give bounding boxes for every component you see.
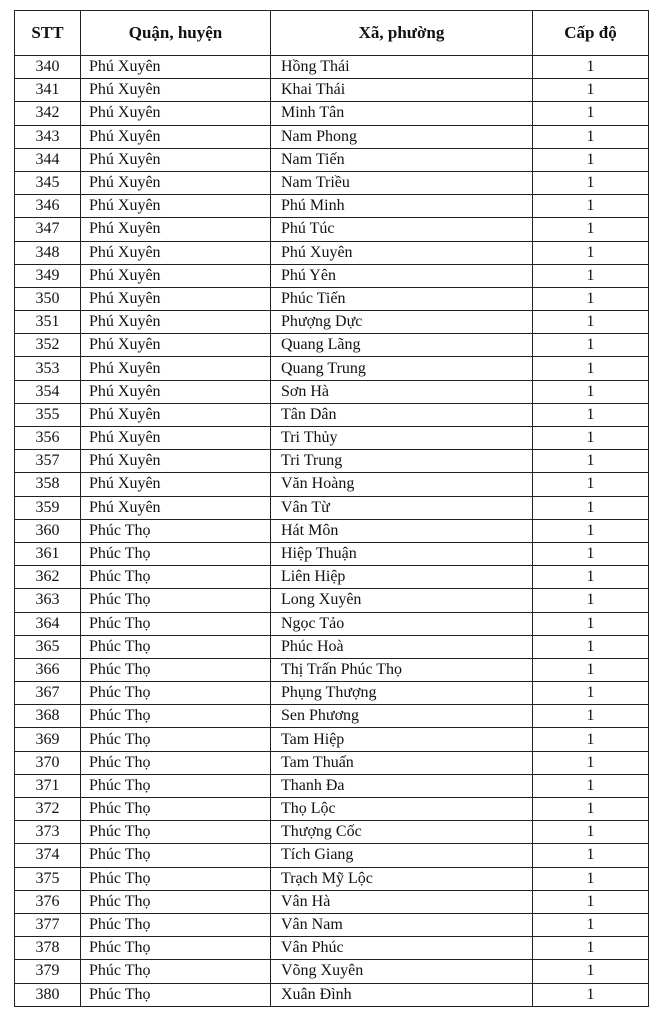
table-row <box>15 983 649 1006</box>
level-cell: 1 <box>533 311 649 334</box>
ward-cell: Vân Phúc <box>271 937 533 960</box>
ward-cell: Thượng Cốc <box>271 821 533 844</box>
district-cell: Phúc Thọ <box>81 658 271 681</box>
level-cell: 1 <box>533 403 649 426</box>
ward-cell: Khai Thái <box>271 79 533 102</box>
table-header-row <box>15 11 649 56</box>
level-cell: 1 <box>533 774 649 797</box>
stt-cell: 349 <box>15 264 81 287</box>
district-cell: Phú Xuyên <box>81 473 271 496</box>
stt-cell: 365 <box>15 635 81 658</box>
ward-cell: Phú Xuyên <box>271 241 533 264</box>
level-cell: 1 <box>533 334 649 357</box>
district-cell: Phúc Thọ <box>81 774 271 797</box>
stt-cell: 359 <box>15 496 81 519</box>
stt-cell: 344 <box>15 148 81 171</box>
table-row <box>15 102 649 125</box>
stt-cell: 340 <box>15 56 81 79</box>
district-cell: Phúc Thọ <box>81 867 271 890</box>
table-row <box>15 913 649 936</box>
stt-cell: 348 <box>15 241 81 264</box>
level-cell: 1 <box>533 125 649 148</box>
table-row <box>15 890 649 913</box>
table-row <box>15 195 649 218</box>
table-row <box>15 867 649 890</box>
ward-cell: Thị Trấn Phúc Thọ <box>271 658 533 681</box>
level-cell: 1 <box>533 218 649 241</box>
stt-cell: 375 <box>15 867 81 890</box>
table-row <box>15 56 649 79</box>
level-cell: 1 <box>533 728 649 751</box>
table-row <box>15 589 649 612</box>
stt-cell: 350 <box>15 287 81 310</box>
ward-cell: Phúc Tiến <box>271 287 533 310</box>
table-row <box>15 473 649 496</box>
stt-cell: 341 <box>15 79 81 102</box>
stt-cell: 367 <box>15 682 81 705</box>
table-row <box>15 612 649 635</box>
district-cell: Phú Xuyên <box>81 125 271 148</box>
district-cell: Phú Xuyên <box>81 357 271 380</box>
level-cell: 1 <box>533 635 649 658</box>
district-cell: Phúc Thọ <box>81 542 271 565</box>
header-stt: STT <box>15 11 81 56</box>
level-cell: 1 <box>533 427 649 450</box>
stt-cell: 355 <box>15 403 81 426</box>
table-row <box>15 403 649 426</box>
ward-cell: Tích Giang <box>271 844 533 867</box>
district-cell: Phú Xuyên <box>81 334 271 357</box>
level-cell: 1 <box>533 148 649 171</box>
stt-cell: 371 <box>15 774 81 797</box>
ward-cell: Thanh Đa <box>271 774 533 797</box>
stt-cell: 360 <box>15 519 81 542</box>
ward-cell: Vân Hà <box>271 890 533 913</box>
stt-cell: 373 <box>15 821 81 844</box>
table-row <box>15 427 649 450</box>
level-cell: 1 <box>533 79 649 102</box>
level-cell: 1 <box>533 357 649 380</box>
level-cell: 1 <box>533 102 649 125</box>
ward-cell: Quang Lãng <box>271 334 533 357</box>
table-row <box>15 658 649 681</box>
level-cell: 1 <box>533 496 649 519</box>
level-cell: 1 <box>533 913 649 936</box>
ward-cell: Sen Phương <box>271 705 533 728</box>
table-row <box>15 450 649 473</box>
table-row <box>15 960 649 983</box>
ward-cell: Thọ Lộc <box>271 798 533 821</box>
level-cell: 1 <box>533 658 649 681</box>
ward-cell: Trạch Mỹ Lộc <box>271 867 533 890</box>
stt-cell: 368 <box>15 705 81 728</box>
table-row <box>15 334 649 357</box>
level-cell: 1 <box>533 960 649 983</box>
district-cell: Phú Xuyên <box>81 496 271 519</box>
stt-cell: 351 <box>15 311 81 334</box>
stt-cell: 366 <box>15 658 81 681</box>
level-cell: 1 <box>533 867 649 890</box>
stt-cell: 354 <box>15 380 81 403</box>
stt-cell: 380 <box>15 983 81 1006</box>
ward-cell: Tam Hiệp <box>271 728 533 751</box>
table-row <box>15 635 649 658</box>
district-cell: Phú Xuyên <box>81 241 271 264</box>
ward-cell: Hiệp Thuận <box>271 542 533 565</box>
level-cell: 1 <box>533 682 649 705</box>
table-row <box>15 287 649 310</box>
header-district: Quận, huyện <box>81 11 271 56</box>
level-cell: 1 <box>533 566 649 589</box>
table-row <box>15 218 649 241</box>
level-cell: 1 <box>533 450 649 473</box>
table-row <box>15 311 649 334</box>
ward-cell: Tri Thủy <box>271 427 533 450</box>
district-cell: Phú Xuyên <box>81 450 271 473</box>
header-ward: Xã, phường <box>271 11 533 56</box>
ward-cell: Sơn Hà <box>271 380 533 403</box>
table-row <box>15 566 649 589</box>
stt-cell: 369 <box>15 728 81 751</box>
district-cell: Phú Xuyên <box>81 380 271 403</box>
district-cell: Phúc Thọ <box>81 844 271 867</box>
ward-cell: Ngọc Tảo <box>271 612 533 635</box>
level-cell: 1 <box>533 821 649 844</box>
stt-cell: 376 <box>15 890 81 913</box>
ward-cell: Hồng Thái <box>271 56 533 79</box>
ward-cell: Nam Phong <box>271 125 533 148</box>
district-cell: Phú Xuyên <box>81 148 271 171</box>
level-cell: 1 <box>533 519 649 542</box>
level-cell: 1 <box>533 56 649 79</box>
stt-cell: 370 <box>15 751 81 774</box>
district-cell: Phúc Thọ <box>81 751 271 774</box>
ward-cell: Nam Tiến <box>271 148 533 171</box>
stt-cell: 377 <box>15 913 81 936</box>
ward-cell: Phú Túc <box>271 218 533 241</box>
table-row <box>15 682 649 705</box>
ward-cell: Tân Dân <box>271 403 533 426</box>
table-row <box>15 751 649 774</box>
level-cell: 1 <box>533 751 649 774</box>
table-row <box>15 821 649 844</box>
stt-cell: 356 <box>15 427 81 450</box>
stt-cell: 378 <box>15 937 81 960</box>
district-cell: Phúc Thọ <box>81 798 271 821</box>
table-row <box>15 774 649 797</box>
table-row <box>15 357 649 380</box>
district-cell: Phú Xuyên <box>81 195 271 218</box>
level-cell: 1 <box>533 241 649 264</box>
district-cell: Phúc Thọ <box>81 519 271 542</box>
ward-cell: Phúc Hoà <box>271 635 533 658</box>
stt-cell: 343 <box>15 125 81 148</box>
stt-cell: 362 <box>15 566 81 589</box>
level-cell: 1 <box>533 937 649 960</box>
district-cell: Phú Xuyên <box>81 218 271 241</box>
table-row <box>15 380 649 403</box>
header-level: Cấp độ <box>533 11 649 56</box>
district-cell: Phúc Thọ <box>81 635 271 658</box>
stt-cell: 361 <box>15 542 81 565</box>
stt-cell: 372 <box>15 798 81 821</box>
level-cell: 1 <box>533 380 649 403</box>
ward-cell: Vân Nam <box>271 913 533 936</box>
ward-cell: Phú Minh <box>271 195 533 218</box>
ward-cell: Long Xuyên <box>271 589 533 612</box>
table-row <box>15 264 649 287</box>
table-row <box>15 705 649 728</box>
stt-cell: 379 <box>15 960 81 983</box>
level-cell: 1 <box>533 844 649 867</box>
ward-cell: Hát Môn <box>271 519 533 542</box>
table-row <box>15 728 649 751</box>
table-row <box>15 937 649 960</box>
table-row <box>15 798 649 821</box>
district-cell: Phúc Thọ <box>81 983 271 1006</box>
ward-cell: Tri Trung <box>271 450 533 473</box>
district-cell: Phúc Thọ <box>81 937 271 960</box>
district-cell: Phúc Thọ <box>81 682 271 705</box>
district-cell: Phúc Thọ <box>81 960 271 983</box>
ward-cell: Minh Tân <box>271 102 533 125</box>
table-row <box>15 519 649 542</box>
district-cell: Phúc Thọ <box>81 566 271 589</box>
district-cell: Phúc Thọ <box>81 728 271 751</box>
table-row <box>15 844 649 867</box>
stt-cell: 358 <box>15 473 81 496</box>
ward-cell: Liên Hiệp <box>271 566 533 589</box>
district-cell: Phú Xuyên <box>81 171 271 194</box>
district-cell: Phú Xuyên <box>81 403 271 426</box>
ward-cell: Nam Triều <box>271 171 533 194</box>
district-cell: Phúc Thọ <box>81 890 271 913</box>
ward-cell: Xuân Đình <box>271 983 533 1006</box>
stt-cell: 353 <box>15 357 81 380</box>
stt-cell: 364 <box>15 612 81 635</box>
level-cell: 1 <box>533 473 649 496</box>
commune-level-table <box>14 10 649 1007</box>
table-row <box>15 496 649 519</box>
stt-cell: 342 <box>15 102 81 125</box>
district-cell: Phúc Thọ <box>81 612 271 635</box>
table-row <box>15 542 649 565</box>
district-cell: Phúc Thọ <box>81 589 271 612</box>
district-cell: Phúc Thọ <box>81 705 271 728</box>
district-cell: Phú Xuyên <box>81 264 271 287</box>
district-cell: Phú Xuyên <box>81 79 271 102</box>
level-cell: 1 <box>533 612 649 635</box>
ward-cell: Phú Yên <box>271 264 533 287</box>
level-cell: 1 <box>533 798 649 821</box>
ward-cell: Tam Thuấn <box>271 751 533 774</box>
level-cell: 1 <box>533 705 649 728</box>
stt-cell: 347 <box>15 218 81 241</box>
level-cell: 1 <box>533 589 649 612</box>
table-row <box>15 125 649 148</box>
table-row <box>15 148 649 171</box>
stt-cell: 345 <box>15 171 81 194</box>
document-page <box>14 10 648 1007</box>
level-cell: 1 <box>533 287 649 310</box>
stt-cell: 352 <box>15 334 81 357</box>
ward-cell: Văn Hoàng <box>271 473 533 496</box>
district-cell: Phú Xuyên <box>81 311 271 334</box>
district-cell: Phú Xuyên <box>81 427 271 450</box>
stt-cell: 363 <box>15 589 81 612</box>
district-cell: Phúc Thọ <box>81 821 271 844</box>
table-row <box>15 171 649 194</box>
district-cell: Phú Xuyên <box>81 287 271 310</box>
level-cell: 1 <box>533 195 649 218</box>
stt-cell: 357 <box>15 450 81 473</box>
stt-cell: 374 <box>15 844 81 867</box>
level-cell: 1 <box>533 890 649 913</box>
ward-cell: Phụng Thượng <box>271 682 533 705</box>
level-cell: 1 <box>533 983 649 1006</box>
ward-cell: Võng Xuyên <box>271 960 533 983</box>
ward-cell: Phượng Dực <box>271 311 533 334</box>
level-cell: 1 <box>533 542 649 565</box>
table-body <box>15 56 649 1007</box>
ward-cell: Quang Trung <box>271 357 533 380</box>
level-cell: 1 <box>533 171 649 194</box>
stt-cell: 346 <box>15 195 81 218</box>
district-cell: Phú Xuyên <box>81 102 271 125</box>
ward-cell: Vân Từ <box>271 496 533 519</box>
table-row <box>15 79 649 102</box>
district-cell: Phú Xuyên <box>81 56 271 79</box>
district-cell: Phúc Thọ <box>81 913 271 936</box>
level-cell: 1 <box>533 264 649 287</box>
table-row <box>15 241 649 264</box>
